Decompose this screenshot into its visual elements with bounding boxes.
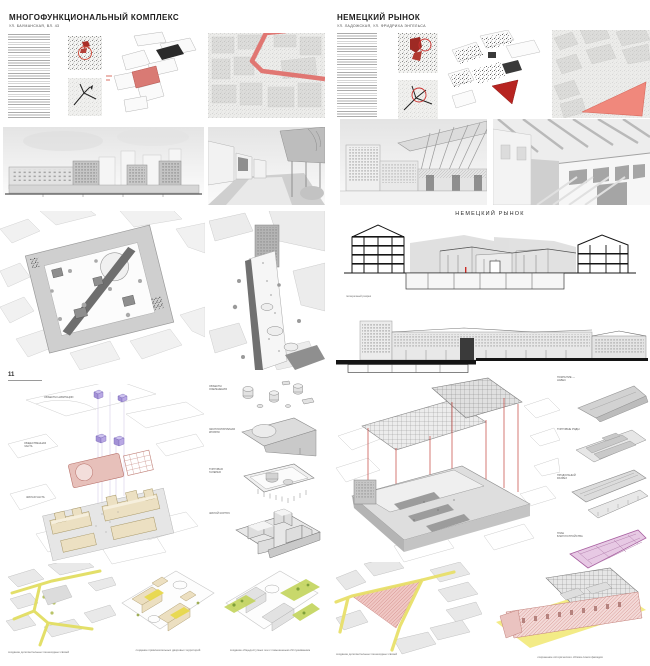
sec-right-building [578, 235, 628, 273]
exploded-label-0: ОБЪЕКТЫ НАВИГАЦИИ [44, 396, 74, 399]
right-interior-render [493, 119, 650, 205]
right-section-heading: НЕМЕЦКИЙ РЫНОК [455, 211, 525, 217]
left-layer-label-1: ЭКСПЛУАТИРУЕМАЯ КРОВЛЯ [209, 428, 236, 435]
elev-left-tower [360, 321, 392, 360]
sec-left-building [352, 225, 404, 273]
left-layer-diagram-0 [236, 378, 316, 414]
left-district-red-ticks [106, 76, 112, 80]
right-section-drawing [344, 221, 636, 299]
left-panel-subtitle: УЛ. БАУМАНСКАЯ, ВЛ. 43 [9, 24, 60, 28]
rexp-canopies [362, 378, 522, 450]
elev-ground-left [336, 360, 476, 365]
right-concept-2-caption: сохранение исторического облика линии фасадов [537, 655, 603, 659]
int-core [531, 159, 559, 205]
left-layer-label-2: ТОРГОВАЯ ГАЛЕРЕЯ [209, 468, 223, 475]
exploded-label-2: ЖИЛАЯ ЧАСТЬ [26, 496, 45, 499]
sec-basement [406, 273, 564, 289]
right-layer-diagram-2 [568, 466, 650, 524]
right-long-elevation [334, 318, 650, 375]
right-exterior-render [340, 119, 487, 205]
right-layer-diagram-0 [572, 380, 650, 422]
right-scheme-map [398, 80, 438, 120]
right-panel-title: НЕМЕЦКИЙ РЫНОК [337, 13, 421, 22]
right-intro-text-block [337, 33, 377, 119]
right-layer-label-2: ПРОДОЛЬНЫЙ РАЗРЕЗ [557, 474, 576, 481]
right-layer-diagram-1 [572, 424, 650, 464]
left-exploded-axon [6, 384, 204, 566]
exploded-guides [98, 392, 124, 508]
elev-basement [348, 365, 468, 373]
right-concept-1-caption: создание дополнительных пешеходных связей [336, 652, 398, 656]
right-layer-label-3: ПЛАН БЛАГОУСТРОЙСТВА [557, 532, 583, 539]
left-street-map [208, 33, 325, 118]
left-layer-diagram-1 [236, 414, 320, 466]
left-concept-1 [4, 563, 116, 649]
ext-market-front [418, 169, 487, 191]
left-concept-2 [118, 563, 218, 647]
left-site-axon [0, 211, 205, 370]
right-layer-label-0: ПОКРЫТИЕ — НАВЕС [557, 376, 575, 383]
left-layer-label-3: ЖИЛОЙ КОРПУС [209, 512, 231, 515]
render-bush [300, 186, 324, 200]
sec-red-figure [465, 267, 466, 273]
left-layer-diagram-3 [230, 500, 324, 564]
left-page-marker: 11 [8, 372, 15, 378]
left-concept-3 [222, 563, 322, 647]
left-panel-title: МНОГОФУНКЦИОНАЛЬНЫЙ КОМПЛЕКС [9, 13, 180, 22]
left-concept-1-caption: создание дополнительных пешеходных связей [8, 650, 70, 654]
left-district-axon [104, 30, 204, 122]
right-layer-label-1: ТОРГОВЫЕ РЯДЫ [557, 428, 580, 431]
elev-ground-right [476, 358, 648, 361]
rexp-market-block [352, 466, 530, 552]
left-concept-3-caption: создание общедоступных зон с повышенным обслуживанием [229, 648, 311, 652]
right-figure-ground-map [398, 33, 438, 73]
right-exploded-axon [334, 376, 560, 564]
int-left-wall [493, 129, 531, 205]
elev-right-shed [592, 331, 646, 360]
exploded-beige-buildings [42, 484, 174, 561]
right-section-caption: поперечный разрез [346, 294, 372, 298]
left-concept-2-caption: создание привлекательных дворовых территорий [135, 648, 201, 652]
rl3-purple-plan [570, 530, 646, 568]
right-panel-subtitle: УЛ. ЛАДОЖСКАЯ, УЛ. ФРИДРИХА ЭНГЕЛЬСА [337, 24, 426, 28]
left-figure-ground-map [68, 36, 102, 70]
exploded-label-1: ОБЩЕСТВЕННАЯ ЧАСТЬ [24, 442, 47, 449]
left-layer-label-0: ОБЪЕКТЫ ОЗЕЛЕНЕНИЯ [209, 385, 227, 392]
right-fg-red-triangle [492, 80, 518, 104]
left-detail-axon [209, 211, 325, 370]
left-street-render [208, 127, 325, 205]
left-page-marker-rule [8, 380, 42, 381]
exploded-purple-objects [94, 390, 127, 446]
left-intro-text-block [8, 34, 50, 118]
right-street-map [552, 30, 650, 118]
axon-complex [25, 225, 173, 353]
left-scheme-map [68, 78, 102, 116]
right-concept-2 [490, 566, 650, 654]
right-district-figure-ground [442, 30, 546, 122]
exploded-pink-layer [68, 446, 153, 488]
left-elevation [3, 127, 204, 204]
right-concept-1 [334, 562, 482, 656]
elev-main-band [392, 328, 592, 360]
